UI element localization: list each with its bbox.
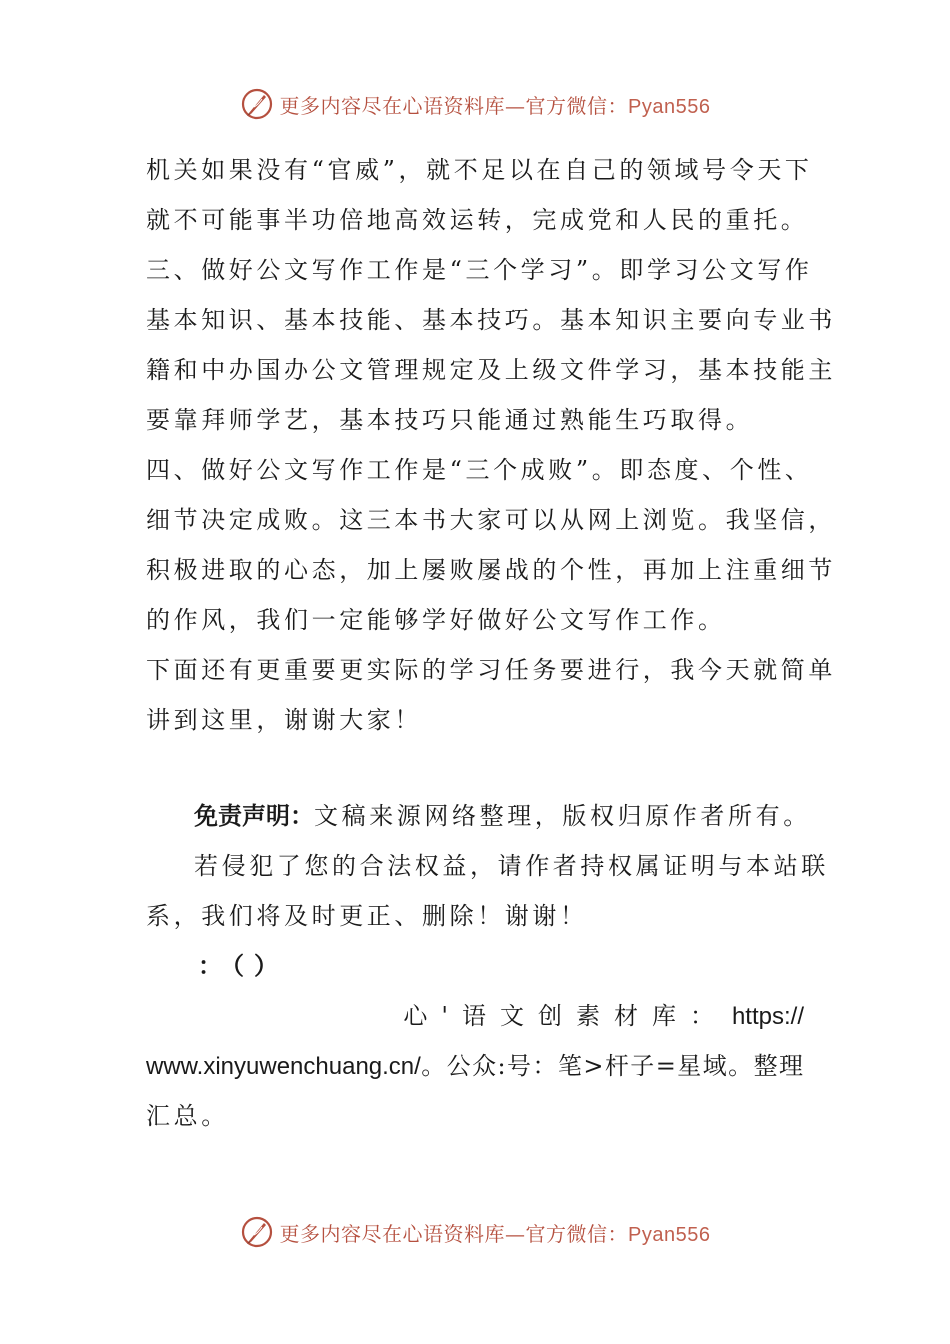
body-line-9: 积极进取的心态，加上屡败屡战的个性，再加上注重细节: [146, 556, 836, 584]
spacer: [146, 745, 804, 791]
main-text: [146, 145, 836, 1141]
disclaimer-line-3: 系，我们将及时更正、删除！谢谢！: [146, 902, 588, 930]
quill-pen-icon: [240, 87, 274, 121]
body-line-12: 讲到这里，谢谢大家！: [146, 706, 422, 734]
footer-banner-text: [280, 1218, 711, 1247]
quill-pen-icon: [240, 1215, 274, 1249]
footer-wechat-id: Pyan556: [628, 1223, 711, 1246]
body-line-10: 的作风，我们一定能够学好做好公文写作工作。: [146, 606, 726, 634]
body-line-1: 机关如果没有“官威”，就不足以在自己的领域号令天下: [146, 156, 813, 184]
source-line-1: [146, 991, 804, 1041]
header-banner: [0, 84, 950, 124]
body-line-4: 基本知识、基本技能、基本技巧。基本知识主要向专业书: [146, 306, 836, 334]
footer-banner-title: 更多内容尽在心语资料库—官方微信：: [279, 1221, 629, 1246]
disclaimer-text: 文稿来源网络整理，版权归原作者所有。: [314, 802, 811, 830]
body-line-8: 细节决定成败。这三本书大家可以从网上浏览。我坚信，: [146, 506, 836, 534]
body-line-7: 四、做好公文写作工作是“三个成败”。即态度、个性、: [146, 456, 813, 484]
header-banner-title: 更多内容尽在心语资料库—官方微信：: [279, 93, 629, 118]
disclaimer-line-2: 若侵犯了您的合法权益，请作者持权属证明与本站联: [194, 852, 829, 880]
disclaimer-label: 免责声明：: [194, 802, 314, 830]
footer-banner: [0, 1212, 950, 1252]
header-wechat-id: Pyan556: [628, 95, 711, 118]
source-url-part1[interactable]: https://: [731, 1003, 804, 1030]
body-line-6: 要靠拜师学艺，基本技巧只能通过熟能生巧取得。: [146, 406, 754, 434]
disclaimer-line-1: [146, 791, 811, 841]
source-line-3: 汇总。: [146, 1102, 229, 1130]
separator-text: ：（）: [198, 952, 288, 980]
source-suffix: 。公众:号：笔>杆子=星域。整理: [420, 1052, 804, 1080]
body-line-2: 就不可能事半功倍地高效运转，完成党和人民的重托。: [146, 206, 809, 234]
body-line-3: 三、做好公文写作工作是“三个学习”。即学习公文写作: [146, 256, 813, 284]
body-line-11: 下面还有更重要更实际的学习任务要进行，我今天就简单: [146, 656, 836, 684]
source-url-part2[interactable]: www.xinyuwenchuang.cn/: [146, 1053, 421, 1080]
header-banner-text: [280, 90, 711, 119]
body-line-5: 籍和中办国办公文管理规定及上级文件学习，基本技能主: [146, 356, 836, 384]
source-line-2: [146, 1041, 804, 1091]
source-prefix: 心'语文创素材库：: [403, 1002, 728, 1030]
